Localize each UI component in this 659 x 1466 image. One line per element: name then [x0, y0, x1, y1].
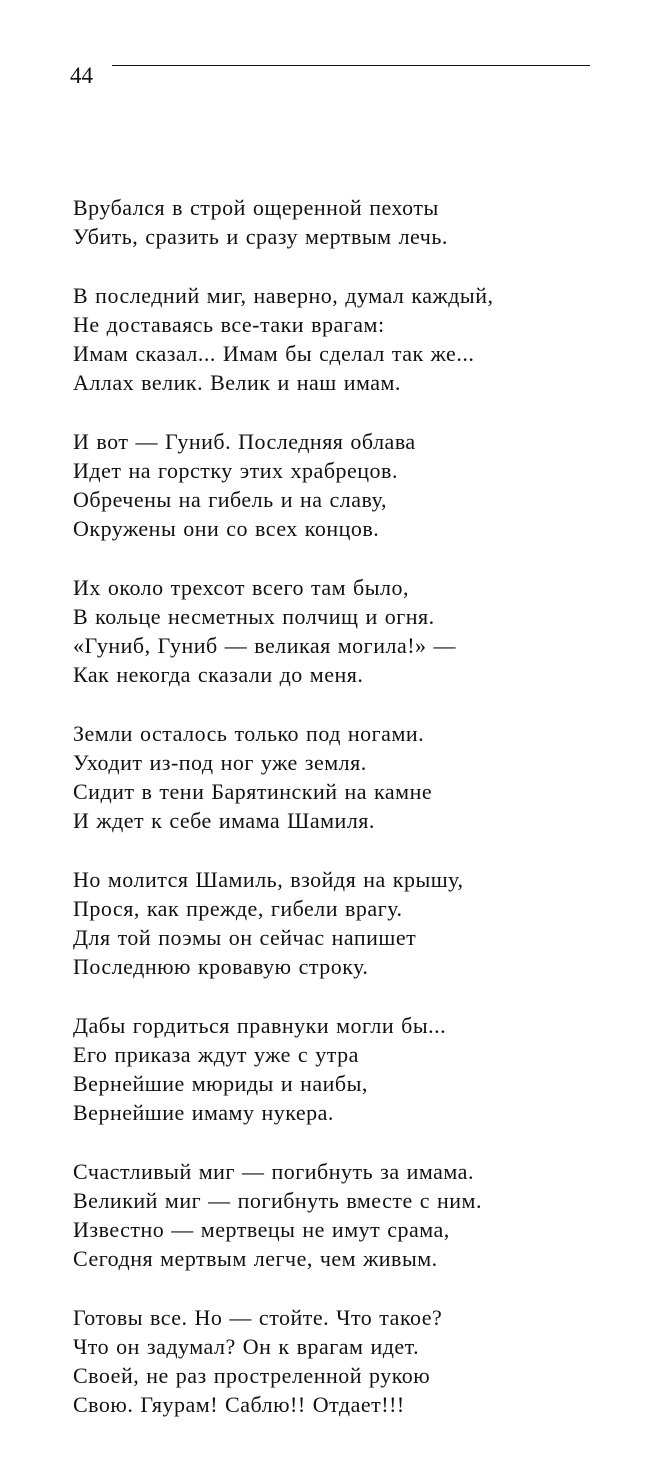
- poem-line: И вот — Гуниб. Последняя облава: [73, 429, 416, 454]
- poem-line: Его приказа ждут уже с утра: [73, 1042, 359, 1067]
- poem-line: Счастливый миг — погибнуть за имама.: [73, 1159, 474, 1184]
- poem-line: И ждет к себе имама Шамиля.: [73, 808, 375, 833]
- stanza: [73, 1011, 633, 1127]
- poem-line: Аллах велик. Велик и наш имам.: [73, 370, 401, 395]
- poem-line: Сегодня мертвым легче, чем живым.: [73, 1246, 438, 1271]
- poem-line: Врубался в строй ощеренной пехоты: [73, 195, 439, 220]
- stanza: [73, 573, 633, 689]
- stanza: [73, 281, 633, 397]
- stanza: [73, 1157, 633, 1273]
- poem-line: Идет на горстку этих храбрецов.: [73, 458, 398, 483]
- poem-line: Их около трехсот всего там было,: [73, 575, 410, 600]
- poem-line: Вернейшие имаму нукера.: [73, 1100, 334, 1125]
- poem-line: В последний миг, наверно, думал каждый,: [73, 283, 494, 308]
- poem-line: Известно — мертвецы не имут срама,: [73, 1217, 450, 1242]
- poem-line: Как некогда сказали до меня.: [73, 662, 364, 687]
- poem-line: Великий миг — погибнуть вместе с ним.: [73, 1188, 482, 1213]
- poem-line: Дабы гордиться правнуки могли бы...: [73, 1013, 447, 1038]
- poem-line: Сидит в тени Барятинский на камне: [73, 779, 433, 804]
- poem-body: [73, 193, 633, 1419]
- poem-line: Но молится Шамиль, взойдя на крышу,: [73, 867, 464, 892]
- poem-line: «Гуниб, Гуниб — великая могила!» —: [73, 633, 457, 658]
- stanza: [73, 1303, 633, 1419]
- poem-line: Земли осталось только под ногами.: [73, 721, 425, 746]
- stanza: [73, 719, 633, 835]
- poem-line: Обречены на гибель и на славу,: [73, 487, 387, 512]
- page-number: 44: [70, 63, 93, 88]
- poem-line: Своей, не раз простреленной рукою: [73, 1363, 431, 1388]
- poem-line: Свою. Гяурам! Саблю!! Отдает!!!: [73, 1392, 405, 1417]
- poem-line: Убить, сразить и сразу мертвым лечь.: [73, 224, 448, 249]
- poem-line: Прося, как прежде, гибели врагу.: [73, 896, 403, 921]
- stanza: [73, 865, 633, 981]
- poem-line: Не доставаясь все-таки врагам:: [73, 312, 385, 337]
- stanza: [73, 427, 633, 543]
- header-rule: [112, 65, 590, 66]
- poem-line: Вернейшие мюриды и наибы,: [73, 1071, 368, 1096]
- poem-line: Имам сказал... Имам бы сделал так же...: [73, 341, 475, 366]
- poem-line: Готовы все. Но — стойте. Что такое?: [73, 1305, 443, 1330]
- poem-line: В кольце несметных полчищ и огня.: [73, 604, 435, 629]
- poem-line: Окружены они со всех концов.: [73, 516, 380, 541]
- page-header: [70, 58, 590, 94]
- poem-line: Уходит из-под ног уже земля.: [73, 750, 367, 775]
- poem-line: Для той поэмы он сейчас напишет: [73, 925, 417, 950]
- stanza: [73, 193, 633, 251]
- poem-line: Что он задумал? Он к врагам идет.: [73, 1334, 420, 1359]
- poem-line: Последнюю кровавую строку.: [73, 954, 369, 979]
